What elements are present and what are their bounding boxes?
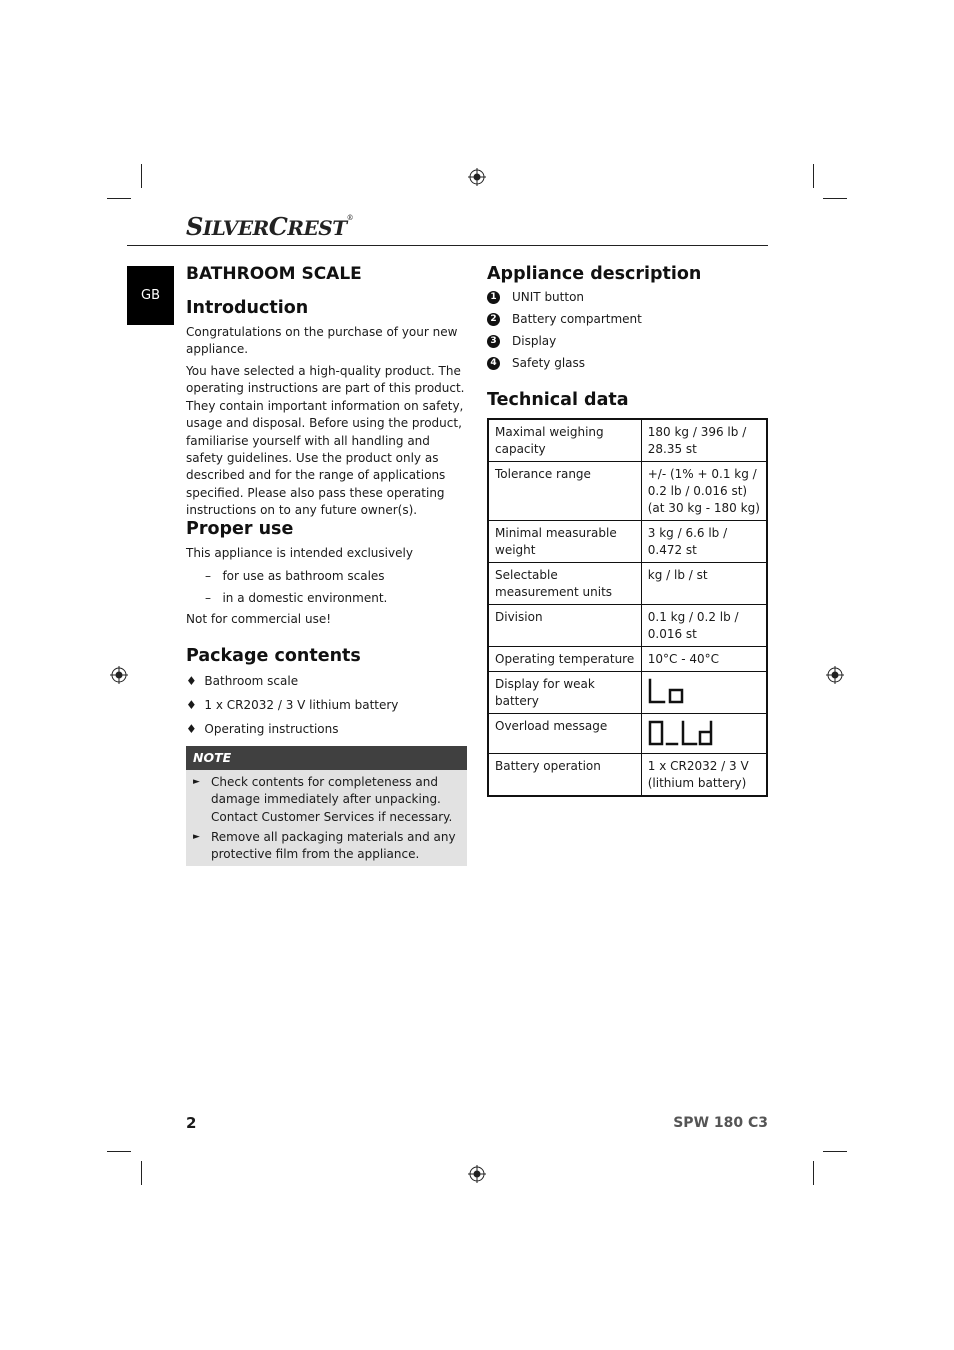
proper-use-paragraph: Not for commercial use! (186, 612, 332, 626)
intro-paragraph: Congratulations on the purchase of your new appliance. (186, 325, 458, 357)
intro-heading: Introduction (186, 298, 309, 318)
table-row: Overload message (488, 714, 767, 754)
intro-paragraph: You have selected a high-quality product. The operating instructions are part of this product. They contain important information on safety, usage and disposal. Before using the product, familiarise yourself with all handling and safety guidelines. Use the product only as described and for the range of applications specified. Please also pass these operating instructions on to any future owner(s). (186, 364, 465, 518)
number-badge-icon: 4 (487, 357, 500, 370)
model-number: SPW 180 C3 (673, 1115, 768, 1131)
diamond-bullet-icon: ♦ (186, 698, 197, 712)
number-badge-icon: 1 (487, 291, 500, 304)
page-number: 2 (186, 1114, 197, 1132)
crop-mark (813, 164, 814, 188)
registration-mark-icon (826, 666, 844, 684)
lcd-weak-battery (641, 672, 767, 714)
proper-use-heading: Proper use (186, 519, 294, 539)
appliance-heading: Appliance description (487, 264, 702, 284)
diamond-bullet-icon: ♦ (186, 722, 197, 736)
list-item: ♦ Bathroom scale (186, 674, 299, 688)
crop-mark (141, 164, 142, 188)
lcd-overload-display (648, 719, 716, 747)
brand-logo: SILVERCREST® (186, 212, 354, 241)
crop-mark (107, 198, 131, 199)
note-heading: NOTE (186, 746, 467, 770)
crop-mark (813, 1161, 814, 1185)
registration-mark-icon (110, 666, 128, 684)
package-heading: Package contents (186, 646, 361, 666)
tech-heading: Technical data (487, 390, 629, 410)
table-row: Battery operation 1 x CR2032 / 3 V (lithium battery) (488, 754, 767, 797)
tech-table (487, 418, 768, 797)
list-item: 2 Battery compartment (487, 312, 642, 326)
table-row: Maximal weighing capacity 180 kg / 396 lb / 28.35 st (488, 419, 767, 462)
arrow-bullet-icon: ► (193, 777, 200, 787)
list-item: 1 UNIT button (487, 290, 584, 304)
lcd-overload (641, 714, 767, 754)
list-item: 3 Display (487, 334, 556, 348)
list-item: ♦ 1 x CR2032 / 3 V lithium battery (186, 698, 399, 712)
list-item: 4 Safety glass (487, 356, 585, 370)
crop-mark (107, 1151, 131, 1152)
table-row: Division 0.1 kg / 0.2 lb / 0.016 st (488, 605, 767, 647)
language-tab: GB (127, 266, 174, 325)
list-item: ♦ Operating instructions (186, 722, 339, 736)
list-item: – in a domestic environment. (205, 591, 388, 605)
number-badge-icon: 2 (487, 313, 500, 326)
table-row: Operating temperature 10°C - 40°C (488, 647, 767, 672)
note-box: NOTE ► Check contents for completeness and damage immediately after unpacking. Contact Customer Services if necessary. ► Remove all packaging materials and any protective film from the appliance. (186, 746, 467, 866)
registration-mark-icon (468, 1165, 486, 1183)
table-row: Display for weak battery (488, 672, 767, 714)
lcd-lo-display (648, 677, 688, 705)
arrow-bullet-icon: ► (193, 832, 200, 842)
crop-mark (823, 198, 847, 199)
number-badge-icon: 3 (487, 335, 500, 348)
diamond-bullet-icon: ♦ (186, 674, 197, 688)
header-rule (127, 245, 768, 246)
crop-mark (823, 1151, 847, 1152)
table-row: Selectable measurement units kg / lb / st (488, 563, 767, 605)
table-row: Minimal measurable weight 3 kg / 6.6 lb / 0.472 st (488, 521, 767, 563)
crop-mark (141, 1161, 142, 1185)
page-title: BATHROOM SCALE (186, 264, 362, 284)
table-row: Tolerance range +/- (1% + 0.1 kg / 0.2 lb / 0.016 st) (at 30 kg - 180 kg) (488, 462, 767, 521)
registration-mark-icon (468, 168, 486, 186)
proper-use-paragraph: This appliance is intended exclusively (186, 546, 413, 560)
list-item: – for use as bathroom scales (205, 569, 385, 583)
